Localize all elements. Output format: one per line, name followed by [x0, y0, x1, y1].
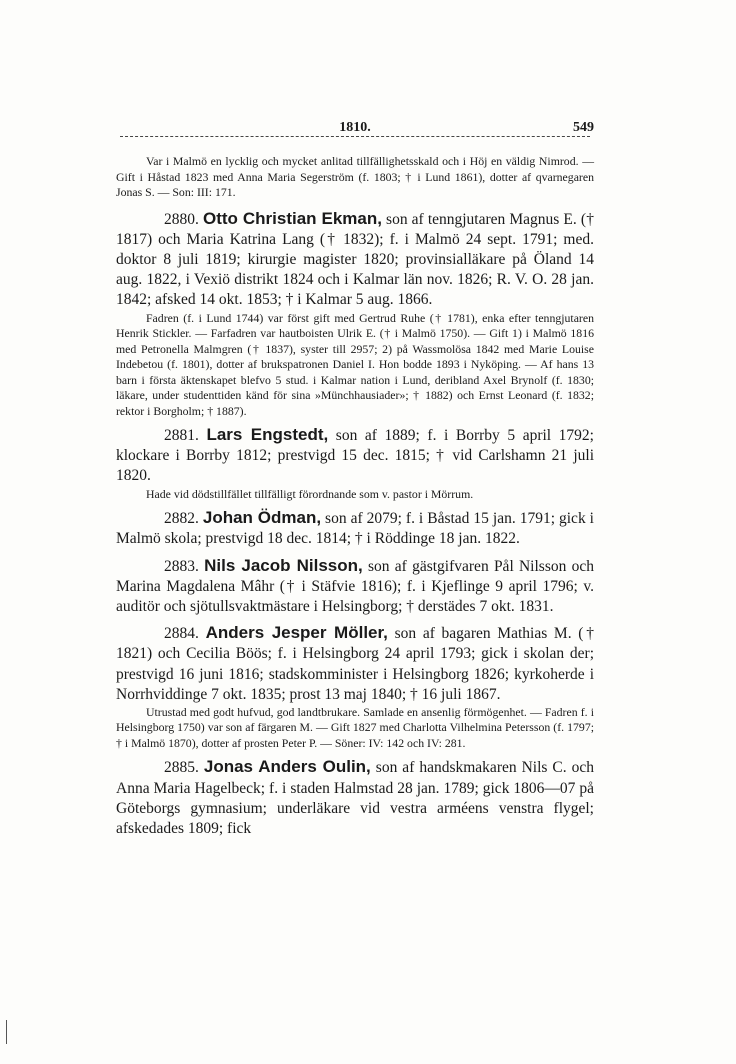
- entry-text: son af 2079; f. i Båstad 15 jan. 1791; gick i Malmö skola; prestvigd 18 dec. 1814; † i Röddinge 18 jan. 1822.: [116, 510, 594, 548]
- entry-text: son af bagaren Mathias M. († 1821) och Cecilia Böös; f. i Helsingborg 24 april 1793; gick i skolan der; prestvigd 16 juni 1816; stadskomminister i Helsingborg 1826; kyrkoherde i Norrhviddinge 7 okt. 1835; prost 13 maj 1840; † 16 juli 1867.: [116, 625, 595, 703]
- header-year: 1810.: [339, 120, 371, 135]
- entry-number: 2884.: [164, 625, 199, 643]
- note-paragraph: Fadren (f. i Lund 1744) var först gift med Gertrud Ruhe († 1781), enka efter tenngjutaren Henrik Stickler. — Farfadren var hautboisten Ulrik E. († i Malmö 1750). — Gift 1) i Malmö 1816 med Petronella Malmgren († 1837), syster till 2957; 2) på Wassmolösa 1842 med Marie Louise Indebetou (f. 1801), dotter af brukspatronen Daniel I. Hon bodde 1893 i Nyköping. — Af hans 13 barn i första äktenskapet blefvo 5 stud. i Kalmar nation i Lund, deribland Axel Brynolf (f. 1830; läkare, under studenttiden känd för sina »Münchhausiader»; † 1882) och Ernst Leonard (f. 1832; rektor i Borgholm; † 1887).: [116, 310, 594, 418]
- entry-text: son af tenngjutaren Magnus E. († 1817) och Maria Katrina Lang († 1832); f. i Malmö 24 sept. 1791; med. doktor 8 juli 1819; kirurgie magister 1820; provinsialläkare på Öland 14 aug. 1822, i Vexiö distrikt 1824 och i Kalmar län nov. 1826; R. V. O. 28 jan. 1842; afsked 14 okt. 1853; † i Kalmar 5 aug. 1866.: [116, 210, 594, 309]
- page-number: 549: [573, 120, 594, 135]
- entry-2883: [116, 556, 594, 618]
- entry-name: Otto Christian Ekman,: [202, 208, 382, 228]
- note-paragraph: Utrustad med godt hufvud, god landtbrukare. Samlade en ansenlig förmögenhet. — Fadren f. i Helsingborg 1750) var son af färgaren M. — Gift 1827 med Charlotta Vilhelmina Petersson (f. 1797; † i Malmö 1870), dotter af prosten Peter P. — Söner: IV: 142 och IV: 281.: [116, 704, 594, 750]
- entry-name: Lars Engstedt,: [206, 425, 329, 445]
- note-paragraph: Var i Malmö en lycklig och mycket anlitad tillfällighetsskald och i Höj en väldig Nimrod. — Gift i Håstad 1823 med Anna Maria Segerström (f. 1803; † i Lund 1861), dotter af qvarnegaren Jonas S. — Son: III: 171.: [116, 154, 594, 199]
- header-rule: [120, 136, 590, 137]
- entry-2881: [116, 425, 594, 487]
- entry-number: 2883.: [164, 557, 199, 575]
- scan-margin-mark: [6, 1020, 7, 1044]
- entry-name: Anders Jesper Möller,: [205, 623, 388, 643]
- text-column: [116, 154, 594, 839]
- entry-number: 2881.: [164, 427, 199, 445]
- entry-text: son af gästgifvaren Pål Nilsson och Marina Magdalena Mâhr († i Stäfvie 1816); f. i Kjeflinge 9 april 1796; v. auditör och sjötullsvaktmästare i Helsingborg; † derstädes 7 okt. 1831.: [116, 557, 594, 615]
- entry-number: 2885.: [164, 759, 199, 777]
- entry-2885: [116, 757, 594, 839]
- entry-name: Nils Jacob Nilsson,: [204, 555, 363, 575]
- entry-text: son af 1889; f. i Borrby 5 april 1792; klockare i Borrby 1812; prestvigd 15 dec. 1815; † vid Carlshamn 21 juli 1820.: [116, 427, 594, 485]
- entry-2882: [116, 508, 594, 549]
- entry-name: Johan Ödman,: [202, 508, 322, 528]
- note-paragraph: Hade vid dödstillfället tillfälligt förordnande som v. pastor i Mörrum.: [146, 486, 474, 501]
- entry-number: 2882.: [164, 510, 199, 528]
- entry-2880: [116, 209, 594, 311]
- entry-text: son af handskmakaren Nils C. och Anna Maria Hagelbeck; f. i staden Halmstad 28 jan. 1789; gick 1806—07 på Göteborgs gymnasium; underläkare vid vestra arméens venstra flygel; afskedades 1809; fick: [116, 759, 595, 838]
- entry-number: 2880.: [164, 210, 199, 228]
- entry-2884: [116, 623, 594, 705]
- entry-name: Jonas Anders Oulin,: [203, 757, 371, 777]
